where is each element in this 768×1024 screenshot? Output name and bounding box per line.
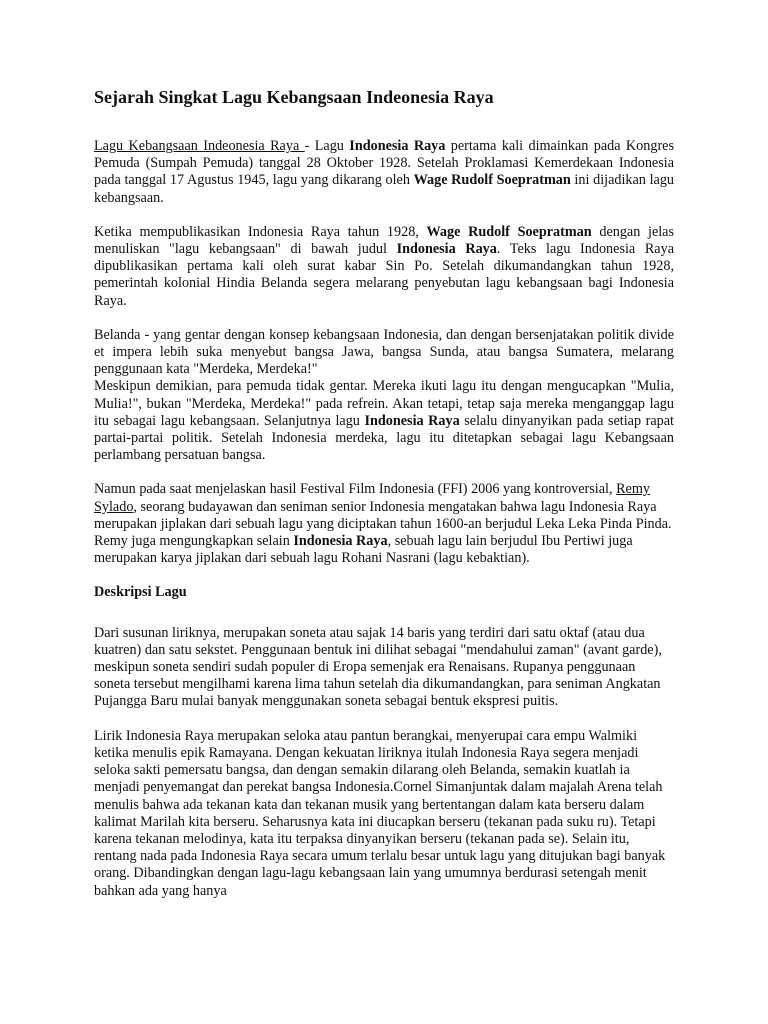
remy-sylado-link[interactable]: Remy Sylado [94, 481, 650, 515]
paragraph-dutch-ban: Belanda - yang gentar dengan konsep kebangsaan Indonesia, dan dengan bersenjatakan politik divide et impera lebih suka menyebut bangsa Jawa, bangsa Sunda, atau bangsa Sumatera, melarang penggunaan kata "Merdeka, Merdeka!" Meskipun demikian, para pemuda tidak gentar. Mereka ikuti lagu itu dengan mengucapkan "Mulia, Mulia!", bukan "Merdeka, Merdeka!" pada refrein. Akan tetapi, tetap saja mereka menganggap lagu itu sebagai lagu kebangsaan. Selanjutnya lagu Indonesia Raya selalu dinyanyikan pada setiap rapat partai-partai politik. Setelah Indonesia merdeka, lagu itu ditetapkan sebagai lagu Kebangsaan perlambang persatuan bangsa. [94, 326, 674, 464]
paragraph-sonnet: Dari susunan liriknya, merupakan soneta atau sajak 14 baris yang terdiri dari satu oktaf (atau dua kuatren) dan satu sekstet. Penggunaan bentuk ini dilihat sebagai "mendahului zaman" (avant garde), meskipun soneta sendiri sudah populer di Eropa semenjak era Renaisans. Rupanya penggunaan soneta tersebut mengilhami karena lima tahun setelah dia dikumandangkan, para seniman Angkatan Pujangga Baru mulai banyak menggunakan soneta sebagai bentuk ekspresi puitis. [94, 624, 662, 710]
section-heading: Deskripsi Lagu [94, 584, 187, 601]
paragraph-publication: Ketika mempublikasikan Indonesia Raya tahun 1928, Wage Rudolf Soepratman dengan jelas menuliskan "lagu kebangsaan" di bawah judul Indonesia Raya. Teks lagu Indonesia Raya dipublikasikan pertama kali oleh surat kabar Sin Po. Setelah dikumandangkan tahun 1928, pemerintah kolonial Hindia Belanda segera melarang penyebutan lagu kebangsaan bagi Indonesia Raya. [94, 223, 675, 309]
paragraph-intro: Lagu Kebangsaan Indeonesia Raya - Lagu Indonesia Raya pertama kali dimainkan pada Kongres Pemuda (Sumpah Pemuda) tanggal 28 Oktober 1928. Setelah Proklamasi Kemerdekaan Indonesia pada tanggal 17 Agustus 1945, lagu yang dikarang oleh Wage Rudolf Soepratman ini dijadikan lagu kebangsaan. [94, 138, 675, 206]
paragraph-lyrics: Lirik Indonesia Raya merupakan seloka atau pantun berangkai, menyerupai cara empu Walmiki ketika menulis epik Ramayana. Dengan kekuatan liriknya itulah Indonesia Raya segera menjadi seloka sakti pemersatu bangsa, dan dengan semakin dilarang oleh Belanda, semakin kuatlah ia menjadi penyemangat dan perekat bangsa Indonesia.Cornel Simanjuntak dalam majalah Arena telah menulis bahwa ada tekanan kata dan tekanan musik yang bertentangan dalam kata berseru dalam kalimat Marilah kita berseru. Seharusnya kata ini diucapkan berseru (tekanan pada suku ru). Tetapi karena tekanan melodinya, kata itu terpaksa dinyanyikan berseru (tekanan pada se). Selain itu, rentang nada pada Indonesia Raya secara umum terlalu besar untuk lagu yang ditujukan bagi banyak orang. Dibandingkan dengan lagu-lagu kebangsaan lain yang umumnya berdurasi setengah menit bahkan ada yang hanya [94, 727, 666, 899]
page-title: Sejarah Singkat Lagu Kebangsaan Indeonesia Raya [94, 87, 494, 107]
paragraph-controversy: Namun pada saat menjelaskan hasil Festival Film Indonesia (FFI) 2006 yang kontroversial, Remy Sylado, seorang budayawan dan seniman senior Indonesia mengatakan bahwa lagu Indonesia Raya merupakan jiplakan dari sebuah lagu yang diciptakan tahun 1600-an berjudul Leka Leka Pinda Pinda. Remy juga mengungkapkan selain Indonesia Raya, sebuah lagu lain berjudul Ibu Pertiwi juga merupakan karya jiplakan dari sebuah lagu Rohani Nasrani (lagu kebaktian). [94, 481, 672, 567]
title-link[interactable]: Lagu Kebangsaan Indeonesia Raya [94, 138, 305, 154]
